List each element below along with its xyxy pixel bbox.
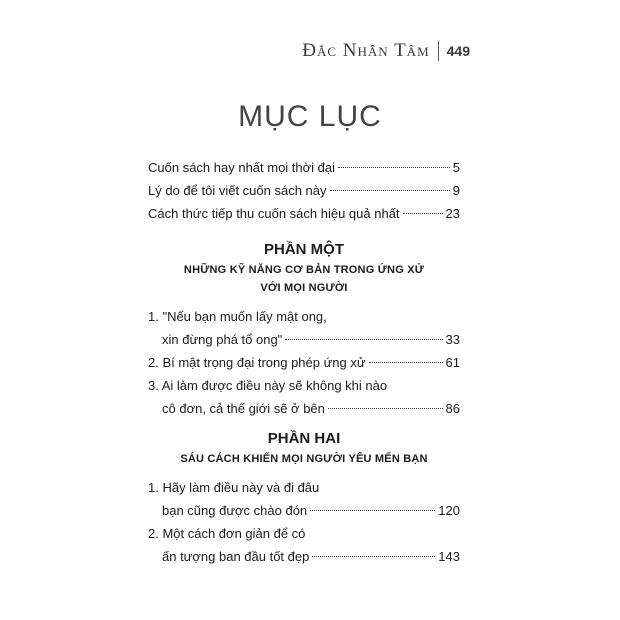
part-one-items <box>148 305 460 420</box>
toc-entry[interactable] <box>148 202 460 225</box>
toc-entry-page: 61 <box>445 355 460 370</box>
dot-leader <box>310 510 435 511</box>
dot-leader <box>312 556 435 557</box>
toc-entry-label: xin đừng phá tổ ong" <box>162 332 283 347</box>
toc-entry-label: cô đơn, cả thế giới sẽ ở bên <box>162 401 325 416</box>
toc-item-line[interactable]: 2. Một cách đơn giản để có <box>148 526 306 541</box>
toc-item-line[interactable]: 3. Ai làm được điều này sẽ không khi nào <box>148 378 388 393</box>
toc-entry-page: 5 <box>452 160 460 175</box>
part-one-subtitle: NHỮNG KỸ NĂNG CƠ BẢN TRONG ỨNG XỬ <box>183 264 425 276</box>
toc-entry[interactable] <box>148 179 460 202</box>
toc-title: MỤC LỤC <box>238 100 382 133</box>
part-two-subtitle: SÁU CÁCH KHIẾN MỌI NGƯỜI YÊU MẾN BẠN <box>180 453 428 465</box>
toc-item-line[interactable]: 1. Hãy làm điều này và đi đâu <box>148 480 320 495</box>
dot-leader <box>330 190 450 191</box>
part-one-subtitle-cont: VỚI MỌI NGƯỜI <box>260 282 348 294</box>
toc-entry[interactable] <box>148 397 460 420</box>
toc-entry-label: Lý do để tôi viết cuốn sách này <box>148 183 327 198</box>
toc-entry-page: 23 <box>445 206 460 221</box>
book-title: Đắc Nhân Tâm <box>302 40 430 61</box>
dot-leader <box>338 167 450 168</box>
running-header <box>302 40 470 62</box>
toc-entry-page: 9 <box>452 183 460 198</box>
toc-entry[interactable] <box>148 545 460 568</box>
toc-entry-page: 143 <box>438 549 460 564</box>
toc-entry-page: 120 <box>438 503 460 518</box>
toc-entry[interactable] <box>148 499 460 522</box>
page-number: 449 <box>446 43 470 59</box>
dot-leader <box>403 213 443 214</box>
toc-entry-page: 86 <box>445 401 460 416</box>
toc-entry-label: Cách thức tiếp thu cuốn sách hiệu quả nhất <box>148 206 400 221</box>
toc-entry[interactable] <box>148 156 460 179</box>
dot-leader <box>328 408 443 409</box>
part-two-section <box>148 428 460 568</box>
toc-entry[interactable] <box>148 328 460 351</box>
toc-entry-label: Cuốn sách hay nhất mọi thời đại <box>148 160 336 175</box>
toc-entry-label: ấn tượng ban đầu tốt đẹp <box>162 549 310 564</box>
toc-entry[interactable] <box>148 351 460 374</box>
front-matter-list <box>148 156 460 420</box>
toc-entry-label: bạn cũng được chào đón <box>162 503 308 518</box>
toc-item-line[interactable]: 1. "Nếu bạn muốn lấy mật ong, <box>148 309 327 324</box>
toc-entry-page: 33 <box>445 332 460 347</box>
header-separator <box>438 41 439 61</box>
part-two-items <box>148 476 460 568</box>
part-one-title: PHẦN MỘT <box>264 241 344 258</box>
dot-leader <box>369 362 443 363</box>
part-two-title: PHẦN HAI <box>267 430 341 447</box>
toc-entry-label: 2. Bí mật trọng đại trong phép ứng xử <box>148 355 366 370</box>
dot-leader <box>285 339 442 340</box>
